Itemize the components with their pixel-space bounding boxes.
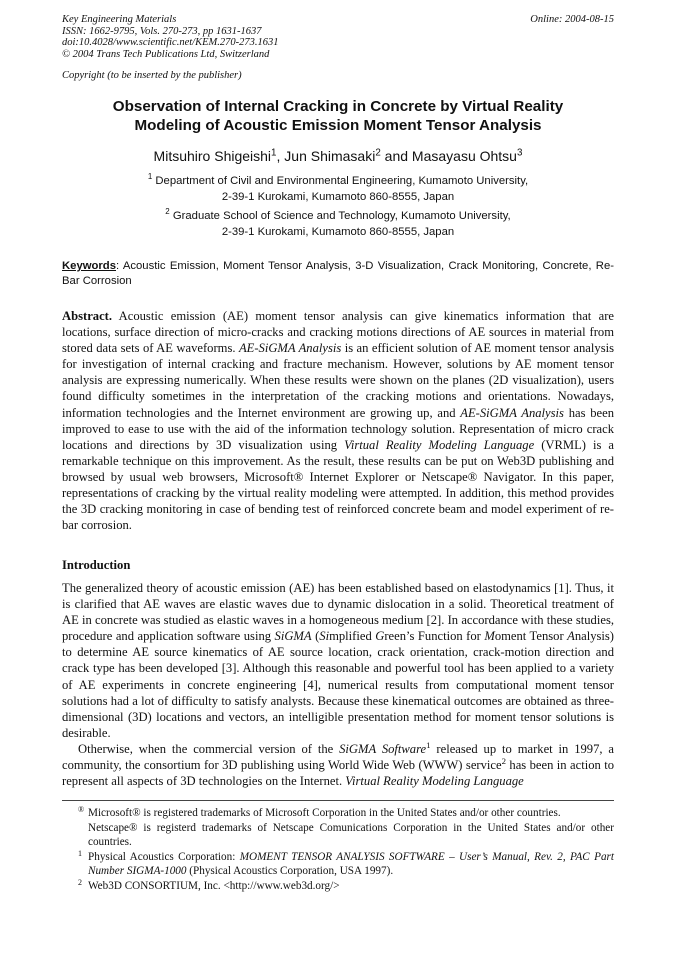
footnote-trademark-line-2: Netscape® is registerd trademarks of Netscape Comunications Corporation in the United States and/or other countries. — [88, 821, 614, 848]
online-date: Online: 2004-08-15 — [530, 14, 614, 25]
intro-p2-footnote-ref-1: 1 — [426, 739, 431, 750]
intro-p2-text-a: Otherwise, when the commercial version of the — [78, 741, 340, 756]
author-3-affil: 3 — [516, 147, 523, 159]
abstract-italic-3: Virtual Reality Modeling Language — [344, 437, 535, 452]
footnote-1-mark: 1 — [78, 848, 82, 858]
author-2: Jun Shimasaki — [284, 148, 376, 164]
footnote-1-text-b: (Physical Acoustics Corporation, USA 1997). — [186, 865, 394, 877]
introduction-body — [62, 580, 614, 789]
journal-name: Key Engineering Materials — [62, 14, 177, 25]
intro-p1-text-d: reen’s Function for — [384, 629, 485, 644]
affiliation-1-mark: 1 — [147, 172, 153, 182]
footnote-rule — [62, 800, 614, 801]
abstract — [62, 308, 614, 533]
copyright-note: Copyright (to be inserted by the publisher) — [62, 70, 242, 81]
footnote-trademark-line-1: Microsoft® is registered trademarks of Microsoft Corporation in the United States and/or other countries. — [88, 807, 561, 819]
keywords-label: Keywords — [62, 260, 116, 272]
journal-issn: ISSN: 1662-9795, Vols. 270-273, pp 1631-1637 — [62, 25, 262, 37]
affiliation-1 — [62, 173, 614, 205]
journal-header — [62, 14, 614, 82]
affiliation-2 — [62, 208, 614, 240]
footnote-trademark — [80, 806, 614, 850]
abstract-text-2: is an efficient solution of AE moment tensor analysis for investigation of internal cracking and fracture mechanism. However, solutions by AE moment tensor analysis are expressing numerically. When these results were shown on the planes (2D visualization), users found difficulty sometimes in the interpretation of the cracking motions and orientations. Nowadays, information technologies and the Internet environment are growing up, and — [62, 341, 614, 420]
intro-p1-g: G — [375, 629, 385, 644]
intro-p1-text-b: ( — [311, 629, 320, 644]
author-sep-2: and — [380, 148, 412, 164]
abstract-label: Abstract. — [62, 309, 113, 323]
abstract-italic-1: AE-SiGMA Analysis — [238, 341, 342, 356]
keywords-colon: : — [116, 260, 120, 272]
intro-p1-m: M — [484, 629, 495, 644]
section-heading-introduction: Introduction — [62, 558, 131, 572]
keywords-text: Acoustic Emission, Moment Tensor Analysis, 3-D Visualization, Crack Monitoring, Concrete, Re-Bar Corrosion — [62, 260, 614, 287]
intro-p2-footnote-ref-2: 2 — [501, 755, 506, 766]
intro-p2-vrml: Virtual Reality Modeling Language — [345, 774, 524, 789]
intro-p2-text-b: released up to market in 1997, a community, the consortium for 3D publishing using World Wide Web (WWW) service — [62, 741, 615, 773]
intro-p1-a: A — [567, 629, 575, 644]
journal-publisher: © 2004 Trans Tech Publications Ltd, Switzerland — [62, 48, 270, 60]
title-line-1: Observation of Internal Cracking in Concrete by Virtual Reality — [112, 98, 564, 115]
affiliation-2-line-2: 2-39-1 Kurokami, Kumamoto 860-8555, Japan — [221, 226, 455, 238]
abstract-text-3: has been improved to ease to use with the aid of the information technology solution. Representation of micro crack locations and directions by 3D visualization using — [62, 405, 615, 452]
intro-p2-text-c: has been in action to represent all aspects of 3D technologies on the Internet. — [62, 758, 614, 789]
footnote-2-mark: 2 — [78, 877, 82, 887]
author-1: Mitsuhiro Shigeishi — [153, 148, 272, 164]
affiliation-1-line-2: 2-39-1 Kurokami, Kumamoto 860-8555, Japan — [221, 191, 455, 203]
title-line-2: Modeling of Acoustic Emission Moment Tensor Analysis — [134, 117, 542, 134]
footnote-1-italic: MOMENT TENSOR ANALYSIS SOFTWARE – User’s Manual, Rev. 2, PAC Part Number SIGMA-1000 — [88, 850, 614, 877]
footnote-trademark-mark: ® — [78, 805, 85, 814]
intro-p1-text-f: nalysis) to determine AE source kinematics of AE source location, crack orientation, crack-motion direction and crack type has been developed [3]. Although this reasonable and powerful tool has been applied to a variety of AE experiments in concrete engineering [4], numerical results from computational moment tensor solutions had a lot of difficulty to satisfy analysts. Because these kinematical outcomes are obtained as three-dimensional (3D) locations and vectors, an intelligible presentation method for moment tensor solutions is desirable. — [62, 629, 615, 740]
author-2-affil: 2 — [375, 147, 381, 159]
footnote-1-text-a: Physical Acoustics Corporation: — [88, 850, 240, 863]
footnotes — [80, 806, 614, 893]
journal-doi: doi:10.4028/www.scientific.net/KEM.270-273.1631 — [62, 37, 279, 48]
affiliation-1-line-1: Department of Civil and Environmental Engineering, Kumamoto University, — [152, 175, 529, 187]
affiliation-2-line-1: Graduate School of Science and Technology, Kumamoto University, — [169, 210, 511, 222]
intro-p1-sigma: SiGMA — [274, 629, 312, 644]
abstract-italic-2: AE-SiGMA Analysis — [460, 405, 564, 420]
intro-p2-software: SiGMA Software — [339, 741, 427, 756]
affiliation-2-mark: 2 — [165, 207, 170, 217]
intro-paragraph-2 — [62, 741, 614, 789]
footnote-2 — [80, 879, 614, 894]
abstract-text-4: (VRML) is a remarkable technique on this improvement. As the result, these results can be put on Web3D publishing and browsed by usual web browsers, Microsoft® Internet Explorer or Netscape® Navigator. In this paper, representations of cracking by the virtual reality modeling were attempted. In addition, this method provides the 3D cracking monitoring in case of bending test of reinforced concrete beam and model experiment of re-bar corrosion. — [62, 437, 614, 533]
author-3: Masayasu Ohtsu — [411, 148, 517, 164]
intro-p1-si: Si — [319, 629, 330, 644]
author-list — [62, 148, 614, 164]
intro-p1-text-e: oment Tensor — [494, 629, 568, 644]
abstract-text-1: Acoustic emission (AE) moment tensor analysis can give kinematics information that are locations, surface direction of micro-cracks and cracking motions directions of AE sources in material from stored data sets of AE waveforms. — [62, 309, 614, 356]
paper-title — [62, 97, 614, 135]
author-sep-1: , — [276, 148, 285, 164]
intro-paragraph-1 — [62, 580, 614, 741]
footnote-1 — [80, 850, 614, 879]
footnote-2-text: Web3D CONSORTIUM, Inc. <http://www.web3d.org/> — [88, 879, 340, 892]
intro-p1-text-a: The generalized theory of acoustic emission (AE) has been established based on elastodynamics [1]. Thus, it is clarified that AE waves are elastic waves due to dynamic dislocation in a solid. Theoretical treatment of AE in concrete was studied as elastic waves in a homogeneous medium [2]. In accordance with these studies, procedure and application software using — [62, 581, 614, 644]
author-1-affil: 1 — [271, 147, 277, 159]
keywords — [62, 259, 614, 288]
intro-p1-text-c: mplified — [329, 629, 376, 644]
